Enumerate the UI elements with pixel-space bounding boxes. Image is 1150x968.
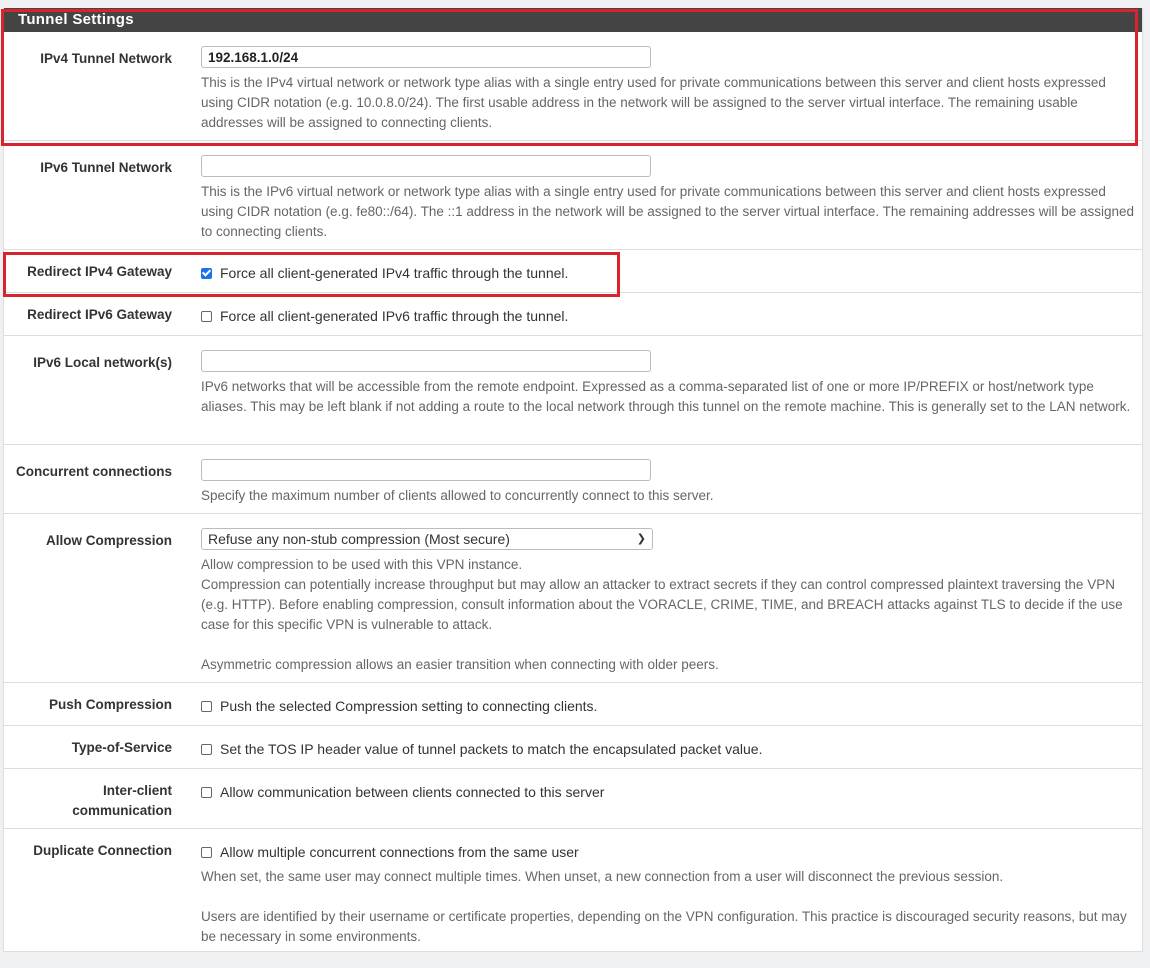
row-push-compression <box>4 683 1142 726</box>
push-compression-text: Push the selected Compression setting to connecting clients. <box>220 698 598 714</box>
compression-help-3: Asymmetric compression allows an easier transition when connecting with older peers. <box>201 657 719 672</box>
row-ipv6-local-networks <box>4 336 1142 445</box>
push-compression-checkbox[interactable] <box>201 701 212 712</box>
duplicate-label: Duplicate Connection <box>33 843 172 858</box>
row-type-of-service <box>4 726 1142 769</box>
redirect-ipv6-checkbox[interactable] <box>201 311 212 322</box>
redirect-ipv4-checkbox[interactable] <box>201 268 212 279</box>
row-allow-compression <box>4 514 1142 683</box>
ipv6-local-help: IPv6 networks that will be accessible from the remote endpoint. Expressed as a comma-separated list of one or more IP/PREFIX or host/network type aliases. This may be left blank if not adding a route to the local network through this tunnel on the remote machine. This is generally set to the LAN network. <box>201 379 1131 414</box>
duplicate-help <box>201 867 1134 947</box>
compression-help <box>201 555 1134 675</box>
concurrent-label: Concurrent connections <box>15 464 172 479</box>
row-ipv4-tunnel-network <box>4 32 1142 141</box>
inter-client-text: Allow communication between clients connected to this server <box>220 784 605 800</box>
row-ipv6-tunnel-network <box>4 141 1142 250</box>
ipv6-local-label: IPv6 Local network(s) <box>33 355 172 370</box>
row-duplicate-connection <box>4 829 1142 951</box>
ipv6-tunnel-help: This is the IPv6 virtual network or network type alias with a single entry used for private communications between this server and client hosts expressed using CIDR notation (e.g. fe80::/64). The ::1 address in the network will be assigned to the server virtual interface. The remaining addresses will be assigned to connecting clients. <box>201 184 1134 239</box>
concurrent-input[interactable] <box>201 459 651 481</box>
inter-client-checkbox[interactable] <box>201 787 212 798</box>
inter-client-label-line2: communication <box>72 803 172 818</box>
chevron-down-icon: ❯ <box>636 533 646 545</box>
tunnel-settings-panel <box>3 8 1143 952</box>
redirect-ipv6-label: Redirect IPv6 Gateway <box>27 307 172 322</box>
ipv4-tunnel-help: This is the IPv4 virtual network or network type alias with a single entry used for private communications between this server and client hosts expressed using CIDR notation (e.g. 10.0.8.0/24). The first usable address in the network will be assigned to the server virtual interface. The remaining usable addresses will be assigned to connecting clients. <box>201 75 1106 130</box>
row-redirect-ipv4-gateway <box>4 250 1142 293</box>
redirect-ipv4-text: Force all client-generated IPv4 traffic through the tunnel. <box>220 265 569 281</box>
duplicate-text: Allow multiple concurrent connections from the same user <box>220 844 579 860</box>
compression-help-1: Allow compression to be used with this VPN instance. <box>201 557 523 572</box>
row-redirect-ipv6-gateway <box>4 293 1142 336</box>
ipv6-local-input[interactable] <box>201 350 651 372</box>
duplicate-checkbox[interactable] <box>201 847 212 858</box>
concurrent-help: Specify the maximum number of clients allowed to concurrently connect to this server. <box>201 488 714 503</box>
compression-select[interactable] <box>201 528 653 550</box>
tos-label: Type-of-Service <box>71 740 172 755</box>
duplicate-help-2: Users are identified by their username or certificate properties, depending on the VPN configuration. This practice is discouraged security reasons, but may be necessary in some environments. <box>201 909 1127 944</box>
compression-selected-value: Refuse any non-stub compression (Most secure) <box>208 531 510 547</box>
row-inter-client-communication <box>4 769 1142 829</box>
compression-help-2: Compression can potentially increase throughput but may allow an attacker to extract secrets if they can control compressed plaintext traversing the VPN (e.g. HTTP). Before enabling compression, consult information about the VORACLE, CRIME, TIME, and BREACH attacks against TLS to decide if the use case for this specific VPN is vulnerable to attack. <box>201 577 1123 632</box>
duplicate-help-1: When set, the same user may connect multiple times. When unset, a new connection from a user will disconnect the previous session. <box>201 869 1004 884</box>
tos-checkbox[interactable] <box>201 744 212 755</box>
compression-label: Allow Compression <box>45 533 172 548</box>
tos-text: Set the TOS IP header value of tunnel packets to match the encapsulated packet value. <box>220 741 763 757</box>
ipv6-tunnel-label: IPv6 Tunnel Network <box>40 160 172 175</box>
redirect-ipv4-label: Redirect IPv4 Gateway <box>27 264 172 279</box>
ipv6-tunnel-input[interactable] <box>201 155 651 177</box>
row-concurrent-connections <box>4 445 1142 514</box>
panel-title: Tunnel Settings <box>4 8 1142 32</box>
ipv4-tunnel-input[interactable] <box>201 46 651 68</box>
ipv4-tunnel-label: IPv4 Tunnel Network <box>40 51 172 66</box>
redirect-ipv6-text: Force all client-generated IPv6 traffic through the tunnel. <box>220 308 569 324</box>
inter-client-label-line1: Inter-client <box>102 783 172 798</box>
inter-client-label <box>4 769 188 828</box>
push-compression-label: Push Compression <box>48 697 172 712</box>
